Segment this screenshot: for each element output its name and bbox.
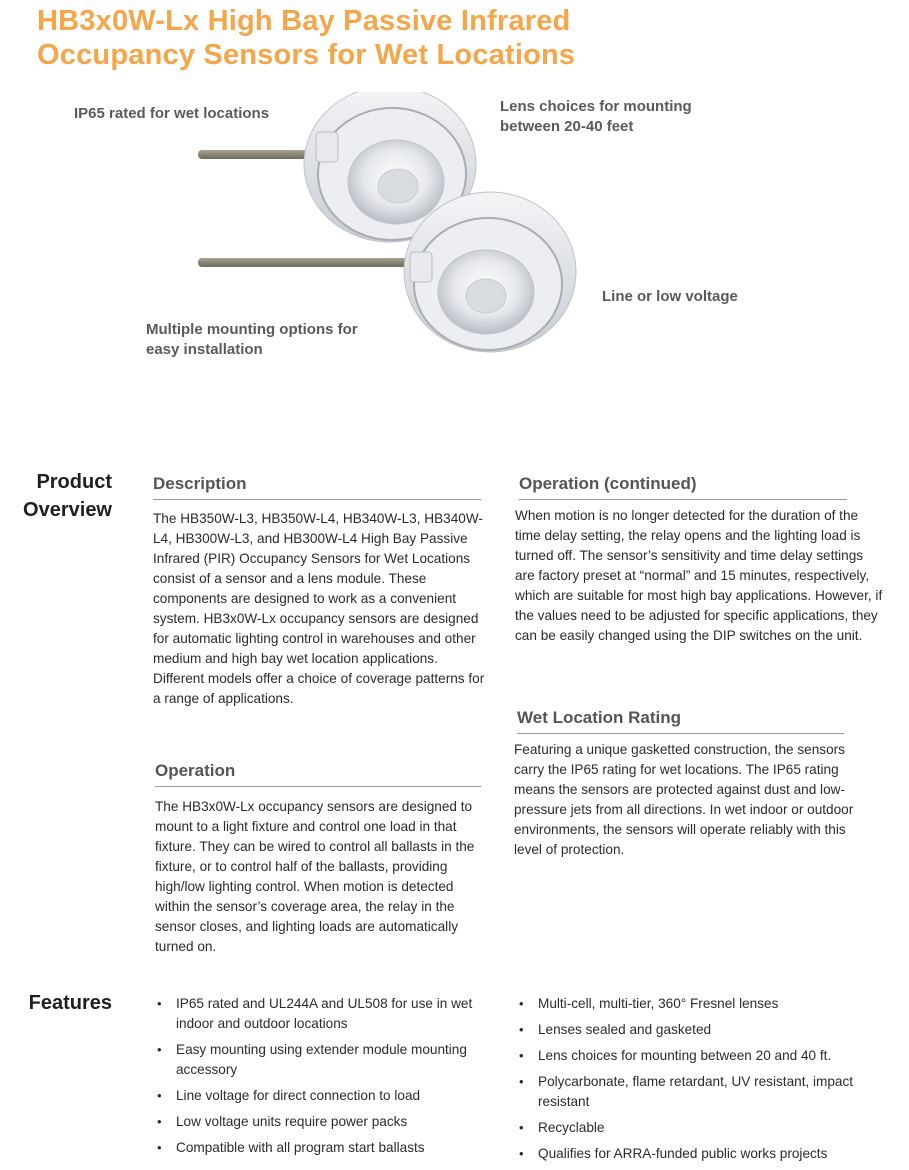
callout-lens-line-1: Lens choices for mounting <box>500 98 692 115</box>
feature-item-text: Easy mounting using extender module mounting accessory <box>176 1042 467 1077</box>
product-overview-heading-line-1: Product <box>36 471 112 493</box>
operation-continued-heading: Operation (continued) <box>519 473 847 500</box>
feature-item-text: Recyclable <box>538 1120 605 1135</box>
feature-item <box>516 1144 876 1164</box>
bullet-icon: • <box>157 1140 162 1155</box>
feature-item-text: Line voltage for direct connection to load <box>176 1088 421 1103</box>
page-title <box>37 4 575 72</box>
feature-item <box>154 1138 484 1158</box>
bullet-icon: • <box>157 1042 162 1057</box>
features-list-left <box>154 994 484 1164</box>
sensor-product-image <box>190 92 610 362</box>
feature-item <box>516 1046 876 1066</box>
feature-item-text: Polycarbonate, flame retardant, UV resistant, impact resistant <box>538 1074 854 1109</box>
title-line-1: HB3x0W-Lx High Bay Passive Infrared <box>37 5 571 37</box>
feature-item <box>154 1040 484 1080</box>
description-text: The HB350W-L3, HB350W-L4, HB340W-L3, HB340W-L4, HB300W-L3, and HB300W-L4 High Bay Passive Infrared (PIR) Occupancy Sensors for Wet Locations consist of a sensor and a lens module. These components are designed to work as a convenient system. HB3x0W-Lx occupancy sensors are designed for automatic lighting control in warehouses and other medium and high bay wet location applications. Different models offer a choice of coverage patterns for a range of applications. <box>153 511 485 706</box>
feature-item <box>516 1072 876 1112</box>
callout-ip65: IP65 rated for wet locations <box>74 105 270 122</box>
feature-item <box>154 1086 484 1106</box>
feature-item-text: Lens choices for mounting between 20 and 40 ft. <box>538 1048 832 1063</box>
title-line-2: Occupancy Sensors for Wet Locations <box>37 39 576 71</box>
operation-text: The HB3x0W-Lx occupancy sensors are designed to mount to a light fixture and control one load in that fixture. They can be wired to control all ballasts in the fixture, or to control half of the ballasts, providing high/low lighting control. When motion is detected within the sensor’s coverage area, the relay in the sensor closes, and lighting loads are automatically turned on. <box>155 799 475 954</box>
features-heading: Features <box>28 992 112 1014</box>
feature-item-text: Multi-cell, multi-tier, 360° Fresnel lenses <box>538 996 779 1011</box>
feature-item <box>516 1118 876 1138</box>
product-overview-heading-line-2: Overview <box>23 499 112 521</box>
operation-continued-text: When motion is no longer detected for the duration of the time delay setting, the relay opens and the lighting load is turned off. The sensor’s sensitivity and time delay settings are factory preset at “normal” and 15 minutes, respectively, which are suitable for most high bay applications. However, if the values need to be adjusted for specific applications, they can be easily changed using the DIP switches on the unit. <box>515 508 883 643</box>
features-list-right <box>516 994 876 1170</box>
bullet-icon: • <box>519 1120 524 1135</box>
bullet-icon: • <box>519 1022 524 1037</box>
wet-location-heading: Wet Location Rating <box>517 707 844 734</box>
feature-item <box>516 994 876 1014</box>
bullet-icon: • <box>519 1146 524 1161</box>
bullet-icon: • <box>519 996 524 1011</box>
bullet-icon: • <box>519 1048 524 1063</box>
feature-item <box>154 994 484 1034</box>
description-heading: Description <box>153 473 481 500</box>
feature-item-text: Qualifies for ARRA-funded public works projects <box>538 1146 828 1161</box>
wet-location-text: Featuring a unique gasketted construction, the sensors carry the IP65 rating for wet locations. The IP65 rating means the sensors are protected against dust and low-pressure jets from all directions. In wet indoor or outdoor environments, the sensors will operate reliably with this level of protection. <box>514 742 854 857</box>
feature-item-text: Compatible with all program start ballasts <box>176 1140 425 1155</box>
callout-mounting-line-2: easy installation <box>146 341 263 358</box>
operation-heading: Operation <box>155 760 481 787</box>
callout-voltage: Line or low voltage <box>602 288 738 305</box>
product-overview-heading <box>23 468 112 524</box>
bullet-icon: • <box>157 996 162 1011</box>
feature-item-text: Low voltage units require power packs <box>176 1114 408 1129</box>
feature-item-text: IP65 rated and UL244A and UL508 for use in wet indoor and outdoor locations <box>176 996 473 1031</box>
bullet-icon: • <box>157 1088 162 1103</box>
bullet-icon: • <box>157 1114 162 1129</box>
feature-item-text: Lenses sealed and gasketed <box>538 1022 712 1037</box>
bullet-icon: • <box>519 1074 524 1089</box>
feature-item <box>154 1112 484 1132</box>
feature-item <box>516 1020 876 1040</box>
callout-lens-line-2: between 20-40 feet <box>500 118 634 135</box>
callout-mounting-line-1: Multiple mounting options for <box>146 321 358 338</box>
